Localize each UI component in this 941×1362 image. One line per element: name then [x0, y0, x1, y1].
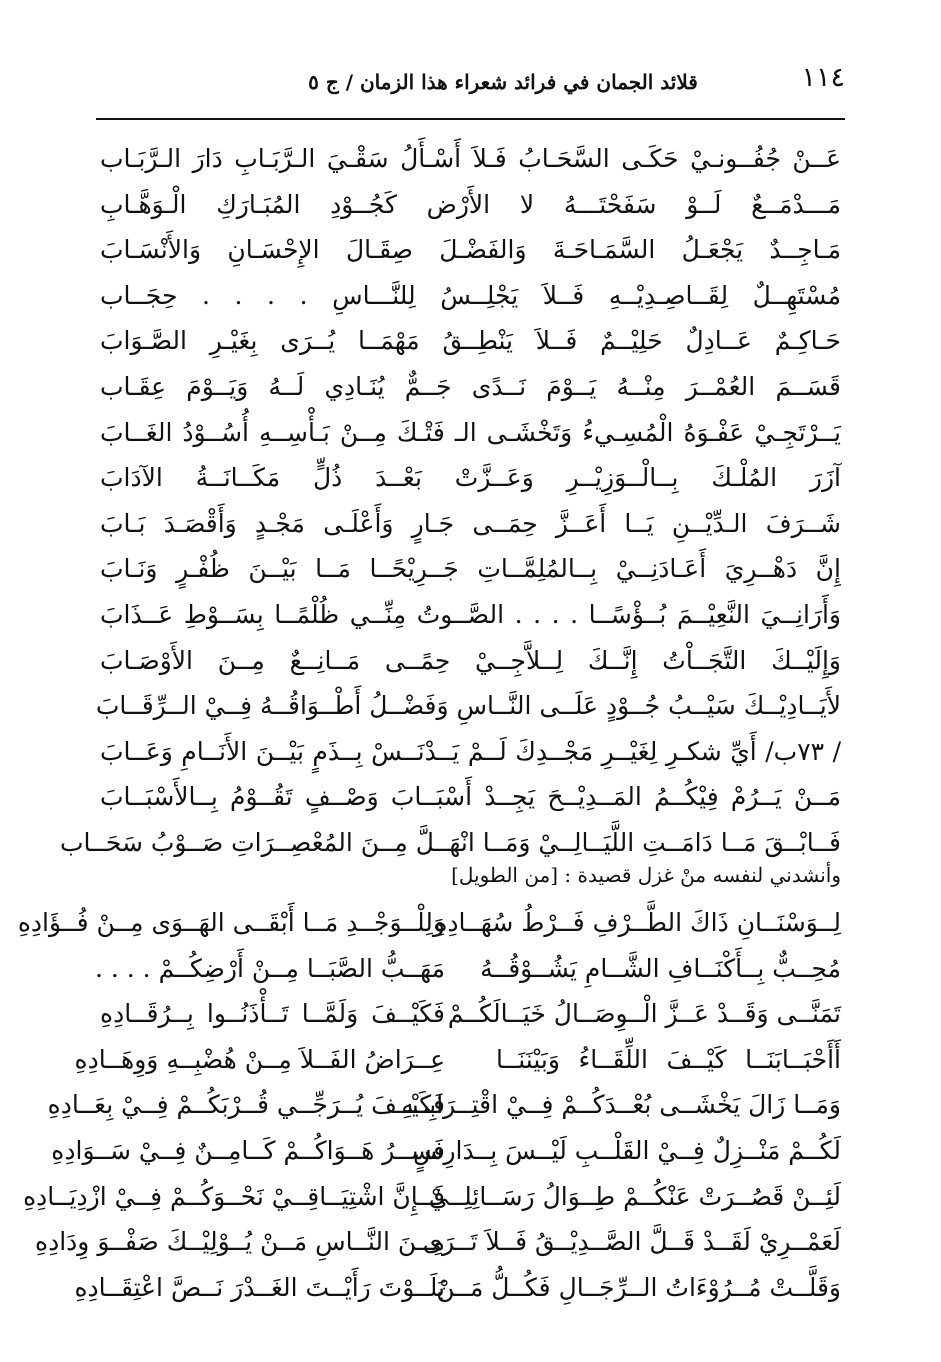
poem-introduction: وأنشدني لنفسه منْ غزل قصيدة : [من الطويل] [451, 863, 841, 887]
poem-verse [23, 1174, 841, 1220]
prose-line: مَـاجِــدٌ يَجْعَـلُ السَّمَـاحَـةَ وَالفَضْـلَ صِقَـالَ الإِحْسَـانِ وَالأَنْسَـابَ [100, 235, 841, 265]
prose-line: مَـــدْمَــعٌ لَــوْ سَفَحْتَـــهُ لا الأَرْض كَجُــوْدِ المُبَـارَكِ الْـوَهَّـابِ [100, 189, 841, 219]
prose-line: لأَيَــادِيْــكَ سَيْــبُ جُــوْدٍ عَلَــى النَّــاسِ وَفَضْــلُ أَطْــوَاقُــهُ فِــيْ الــرِّقَــابَ [95, 691, 841, 721]
poem-verse [95, 946, 841, 992]
poem-verse [100, 991, 841, 1037]
poem-verse [51, 1128, 841, 1174]
page-number: ١١٤ [801, 62, 845, 93]
verse-first-hemistich: وَقَلَّــتْ مُــرُوْءَاتُ الــرِّجَــالِ فَكُــلُّ مَــنْ [436, 1272, 841, 1302]
prose-line: قَسَــمَ العُمْــرَ مِنْــهُ يَــوْمَ نَــدًى جَــمٌّ يُنَـادِي لَــهُ وَيَــوْمَ عِقَـاب [100, 371, 841, 401]
verse-second-hemistich: مَهَــبُّ الصَّبَــا مِــنْ أَرْضِكُــمْ . . . . [95, 953, 445, 983]
running-title: قلائد الجمان في فرائد شعراء هذا الزمان / ج ٥ [308, 70, 698, 94]
verse-second-hemistich: مِــنَ النَّــاسِ مَــنْ يُــوْلِيْــكَ صَفْــوَ وِدَادِهِ [35, 1227, 445, 1257]
prose-lines-block [60, 136, 841, 866]
verse-first-hemistich: لِــوَسْنَــانِ ذَاكَ الطَّــرْفِ فَــرْطُ سُهَــادِهِ [434, 908, 841, 937]
verse-first-hemistich: أَأَحْبَــابَنَــا كَيْــفَ اللِّقَــاءُ وَبَيْنَنَــا [496, 1044, 841, 1074]
verse-first-hemistich: لَئِــنْ قَصُــرَتْ عَنْكُــمْ طِــوَالُ رَسَــائِلِــيْ [428, 1181, 841, 1211]
verse-first-hemistich: لَكُــمْ مَنْــزِلٌ فِــيْ القَلْــبِ لَيْــسَ بِــدَارِسٍ [412, 1135, 841, 1165]
verse-second-hemistich: عِــرَاضُ الفَــلاَ مِــنْ هُضْبِــهِ وَوِهَــادِهِ [74, 1044, 445, 1074]
prose-line: مُسْتَهِــلٌ لِقَــاصِـدِيْــهِ فَــلاَ يَجْلِــسُ لِلنَّـــاسِ . . . . حِجَــاب [100, 280, 841, 310]
verse-second-hemistich: فَكَيْــفَ وَلَمَّــا تَــأْذَنُــوا بِــرُقَــادِهِ [100, 999, 445, 1029]
prose-line: وَأَرَانِــيَ النَّعِيْــمَ بُــؤْسًــا . . . . الصَّــوتُ مِنِّــي ظُلْمًــا بِسَــوْطِ عَــذَابَ [100, 599, 841, 629]
poem-verse [35, 1219, 841, 1265]
prose-line: وَإِلَيْــكَ التَّجَــاْتُ إِنَّــكَ لِــلاَّجِــيْ حِمًــى مَــانِــعٌ مِــنَ الأَوْصَـابَ [100, 645, 841, 675]
poem-verse [74, 1037, 841, 1083]
prose-line: شَــرَفَ الـدِّيْــنِ يَــا أَعَــزَّ حِمَــى جَـارٍ وَأَعْلَـى مَجْـدٍ وَأَقْصَـدَ بَـابَ [100, 508, 841, 538]
prose-line: إِنَّ دَهْــرِيَ أَعَـادَنِــيْ بِــالمُلِمَّــاتِ جَــرِيْحًــا مَــا بَيْــنَ ظُفْـرٍ وَنَـابَ [100, 554, 841, 584]
prose-line: عَــنْ جُفُــونـيْ حَكَـى السَّحَـابُ فَـلاَ أَسْـأَلُ سَقْـيَ الـرَّبَـابِ دَارَ الـرَّبَـاب [100, 144, 841, 173]
poem-verses [17, 900, 841, 1310]
poem-verse [17, 900, 841, 946]
verse-first-hemistich: مُحِــبٌّ بِــأَكْنَــافِ الشَّــامِ يَشُــوْقُــهُ [480, 953, 841, 983]
prose-line: / ٧٣ب/ أَيِّ شكـرِ لِغَيْــرِ مَجْــدِكَ لَــمْ يَــدْنَــسْ بِــذَمٍ بَيْــنَ الأَنَــامِ وَعَــابَ [100, 736, 841, 766]
verse-second-hemistich: بَلَــوْتَ رَأَيْــتَ الغَــدْرَ نَــصَّ اعْتِقَــادِهِ [74, 1272, 445, 1302]
prose-line: يَــرْتَجِـيْ عَفْـوَهُ الْمُسِـيءُ وَتَخْشَـى الـ فَتْـكَ مِــنْ بَـأْسِــهِ أُسُــوْدُ الغَــابَ [100, 417, 841, 447]
prose-line: آزَرَ المُلْـكَ بِــالْــوَزِيْــرِ وَعَــزَّتْ بَعْــدَ ذُلٍّ مَكَــانَــةُ الآدَابَ [100, 463, 841, 493]
poem-verse [74, 1265, 841, 1311]
prose-line: فَــابْــقَ مَــا دَامَــتِ اللَّيَــالِــيْ وَمَــا انْهَــلَّ مِــنَ المُعْصِــرَاتِ صَــوْبُ سَحَــاب [60, 827, 841, 857]
poem-verse [47, 1082, 841, 1128]
verse-second-hemistich: فَســرُ هَــوَاكُــمْ كَــامِــنٌ فِــيْ سَــوَادِهِ [51, 1135, 445, 1165]
verse-first-hemistich: وَمَــا زَالَ يَخْشَــى بُعْــدَكُــمْ فِــيْ اقْتِــرَابِــهِ [401, 1090, 841, 1120]
verse-second-hemistich: وَلِلْــوَجْــدِ مَــا أَبْقَــى الهَــوَى مِــنْ فُــؤَادِهِ [17, 908, 445, 937]
verse-second-hemistich: فَكَيْــفَ يُــرَجِّــي قُــرْبَكُــمْ فِــيْ بِعَــادِهِ [47, 1090, 445, 1120]
verse-second-hemistich: فَــإِنَّ اشْتِيَــاقِــيْ نَحْــوَكُــمْ فِــيْ ازْدِيَــادِهِ [23, 1181, 445, 1211]
prose-line: مَــنْ يَــرُمْ فِيْكُــمُ المَــدِيْــحَ يَجِــدْ أَسْبَــابَ وَصْــفٍ تَقُــوْمُ بِــالأَسْبَــابَ [100, 782, 841, 812]
prose-line: حَـاكِـمٌ عَــادِلٌ حَلِيْــمٌ فَــلاَ يَنْطِــقُ مَهْمَــا يُــرَى بِغَيْـرِ الصَّـوَابَ [100, 326, 841, 356]
verse-first-hemistich: لَعَمْــرِيْ لَقَــدْ قَــلَّ الصَّــدِيْــقُ فَــلاَ تَــرَى [422, 1227, 841, 1257]
header-rule [96, 118, 845, 120]
verse-first-hemistich: تَمَنَّــى وَقَــدْ عَــزَّ الْــوِصَــالُ خَيَــالَكُــمْ [447, 999, 841, 1029]
